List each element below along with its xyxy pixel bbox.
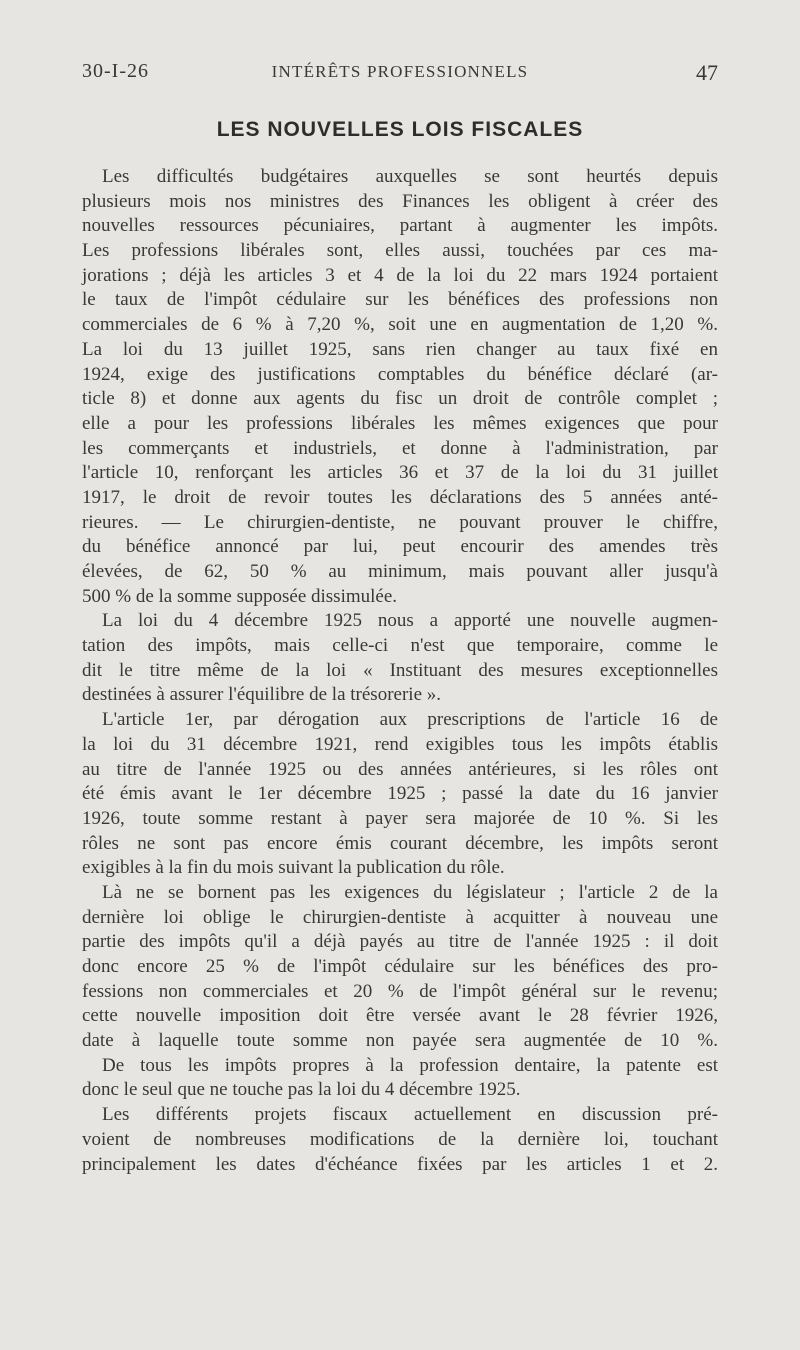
text-line: donc le seul que ne touche pas la loi du 4 décembre 1925. [82, 1079, 521, 1101]
text-line: dernière loi oblige le chirurgien-dentiste à acquitter à nouveau une [82, 906, 718, 928]
text-line: rieures. — Le chirurgien-dentiste, ne pouvant prouver le chiffre, [82, 511, 718, 533]
text-line: Les difficultés budgétaires auxquelles se sont heurtés depuis [102, 166, 718, 187]
text-line: l'article 10, renforçant les articles 36 et 37 de la loi du 31 juillet [82, 462, 718, 484]
text-line: cette nouvelle imposition doit être versée avant le 28 février 1926, [82, 1005, 718, 1027]
text-line: élevées, de 62, 50 % au minimum, mais pouvant aller jusqu'à [82, 561, 718, 582]
text-line: La loi du 13 juillet 1925, sans rien changer au taux fixé en [82, 338, 718, 360]
text-line: elle a pour les professions libérales les mêmes exigences que pour [82, 412, 718, 434]
text-line: exigibles à la fin du mois suivant la publication du rôle. [82, 857, 505, 879]
text-line: la loi du 31 décembre 1921, rend exigibles tous les impôts établis [82, 733, 718, 755]
text-line: ticle 8) et donne aux agents du fisc un droit de contrôle complet ; [82, 388, 718, 410]
text-line: tation des impôts, mais celle-ci n'est que temporaire, comme le [82, 635, 718, 657]
text-line: Là ne se bornent pas les exigences du législateur ; l'article 2 de la [102, 881, 718, 903]
text-line: plusieurs mois nos ministres des Finances les obligent à créer des [82, 190, 718, 212]
text-line: le taux de l'impôt cédulaire sur les bénéfices des professions non [82, 289, 718, 311]
text-line: principalement les dates d'échéance fixées par les articles 1 et 2. [82, 1153, 718, 1175]
text-line: jorations ; déjà les articles 3 et 4 de la loi du 22 mars 1924 portaient [82, 264, 718, 286]
text-line: 1917, le droit de revoir toutes les déclarations des 5 années anté- [82, 486, 718, 508]
text-line: date à laquelle toute somme non payée sera augmentée de 10 %. [82, 1030, 718, 1052]
text-line: 1924, exige des justifications comptables du bénéfice déclaré (ar- [82, 363, 718, 385]
text-line: partie des impôts qu'il a déjà payés au titre de l'année 1925 : il doit [82, 931, 718, 953]
text-line: voient de nombreuses modifications de la dernière loi, touchant [82, 1128, 718, 1150]
text-line: fessions non commerciales et 20 % de l'impôt général sur le revenu; [82, 980, 718, 1002]
page-header [82, 60, 718, 86]
text-line: au titre de l'année 1925 ou des années antérieures, si les rôles ont [82, 758, 718, 780]
text-line: dit le titre même de la loi « Instituant des mesures exceptionnelles [82, 659, 718, 681]
text-line: Les professions libérales sont, elles aussi, touchées par ces ma- [82, 240, 718, 262]
text-line: L'article 1er, par dérogation aux prescriptions de l'article 16 de [102, 709, 718, 731]
text-line: nouvelles ressources pécuniaires, partant à augmenter les impôts. [82, 215, 718, 237]
text-line: du bénéfice annoncé par lui, peut encourir des amendes très [82, 536, 718, 558]
text-line: 500 % de la somme supposée dissimulée. [82, 585, 398, 607]
header-section-title: INTÉRÊTS PROFESSIONNELS [271, 62, 529, 81]
text-line: rôles ne sont pas encore émis courant décembre, les impôts seront [82, 832, 718, 854]
text-line: Les différents projets fiscaux actuellement en discussion pré- [102, 1104, 718, 1126]
article-title: LES NOUVELLES LOIS FISCALES [216, 118, 584, 141]
text-line: donc encore 25 % de l'impôt cédulaire sur les bénéfices des pro- [82, 956, 718, 977]
header-date: 30-I-26 [82, 60, 149, 82]
page-number: 47 [696, 60, 718, 85]
text-line: De tous les impôts propres à la profession dentaire, la patente est [102, 1054, 718, 1076]
text-line: destinées à assurer l'équilibre de la trésorerie ». [82, 684, 441, 706]
text-line: 1926, toute somme restant à payer sera majorée de 10 %. Si les [82, 807, 718, 829]
text-line: été émis avant le 1er décembre 1925 ; passé la date du 16 janvier [82, 783, 718, 805]
text-line: les commerçants et industriels, et donne à l'administration, par [82, 437, 718, 459]
text-line: La loi du 4 décembre 1925 nous a apporté une nouvelle augmen- [102, 610, 718, 632]
article-body [82, 165, 718, 1177]
text-line: commerciales de 6 % à 7,20 %, soit une en augmentation de 1,20 %. [82, 314, 718, 336]
